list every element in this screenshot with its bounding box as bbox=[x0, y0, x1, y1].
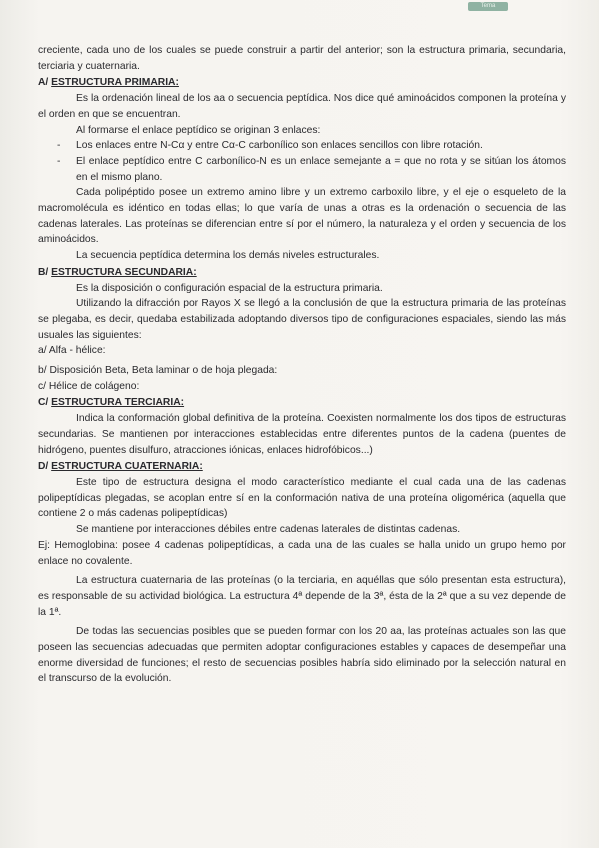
quaternary-paragraph-1: Este tipo de estructura designa el modo característico mediante el cual cada una de las cadenas polipeptídicas plegadas, se acoplan entre sí en la conformación nativa de una proteína oligomérica (aquella que contiene 2 o más cadenas polipeptídicas) bbox=[38, 476, 566, 520]
tertiary-paragraph-1: Indica la conformación global definitiva de la proteína. Coexisten normalmente los dos tipos de estructuras secundarias. Se mantienen por interacciones establecidas entre diferentes puntos de la cadena (puentes de hidrógeno, puentes disulfuro, atracciones iónicas, enlaces hidrofóbicos...) bbox=[38, 413, 566, 456]
secondary-paragraph-1: Es la disposición o configuración espacial de la estructura primaria. bbox=[76, 282, 383, 294]
heading-tertiary-prefix: C/ bbox=[38, 397, 52, 409]
quaternary-paragraph-4: La estructura cuaternaria de las proteínas (o la terciaria, en aquéllas que sólo presentan esta estructura), es responsable de su actividad biológica. La estructura 4ª depende de la 3ª, ésta de la 2ª que a su vez depende de la 1ª. bbox=[38, 575, 566, 618]
heading-quaternary bbox=[38, 459, 566, 475]
document-body bbox=[38, 43, 566, 687]
heading-secondary-prefix: B/ bbox=[38, 266, 52, 278]
quaternary-paragraph-5: De todas las secuencias posibles que se pueden formar con los 20 aa, las proteínas actuales son las que poseen las secuencias adecuadas que permiten adoptar configuraciones estables y capaces de desempeñar una enorme diversidad de funciones; el resto de secuencias posibles habría sido eliminado por la selección natural en el transcurso de la evolución. bbox=[38, 626, 566, 685]
heading-tertiary-title: ESTRUCTURA TERCIARIA: bbox=[51, 397, 185, 409]
primary-paragraph-2: Al formarse el enlace peptídico se originan 3 enlaces: bbox=[76, 124, 321, 136]
heading-primary-prefix: A/ bbox=[38, 77, 52, 89]
primary-paragraph-3: Cada polipéptido posee un extremo amino libre y un extremo carboxilo libre, y el eje o esqueleto de la macromolécula es idéntico en todas ellas; lo que varía de unas a otras es la ordenación o secuencia de las cadenas laterales. Las proteínas se diferencian entre sí por el número, la naturaleza y el orden y secuencia de los aminoácidos. bbox=[38, 187, 566, 246]
secondary-paragraph-2: Utilizando la difracción por Rayos X se llegó a la conclusión de que la estructura primaria de las proteínas se plegaba, es decir, quedaba estabilizada adoptando diversos tipo de configuraciones espaciales, siendo las más usuales las siguientes: bbox=[38, 298, 566, 341]
primary-bullet-2-text: El enlace peptídico entre C carbonílico-N es un enlace semejante a = que no rota y se sitúan los átomos en el mismo plano. bbox=[76, 155, 566, 183]
secondary-list-item-collagen: c/ Hélice de colágeno: bbox=[38, 380, 140, 392]
heading-tertiary bbox=[38, 395, 566, 411]
secondary-list-item-beta: b/ Disposición Beta, Beta laminar o de hoja plegada: bbox=[38, 365, 278, 377]
primary-bullet-2 bbox=[38, 154, 566, 185]
quaternary-example: Ej: Hemoglobina: posee 4 cadenas polipeptídicas, a cada una de las cuales se halla unido un grupo hemo por enlace no covalente. bbox=[38, 539, 566, 567]
intro-paragraph: creciente, cada uno de los cuales se puede construir a partir del anterior; son la estructura primaria, secundaria, terciaria y cuaternaria. bbox=[38, 45, 566, 72]
heading-primary-title: ESTRUCTURA PRIMARIA: bbox=[51, 77, 179, 89]
heading-secondary-title: ESTRUCTURA SECUNDARIA: bbox=[51, 266, 197, 278]
primary-paragraph-1: Es la ordenación lineal de los aa o secuencia peptídica. Nos dice qué aminoácidos componen la proteína y el orden en que se encuentran. bbox=[38, 93, 566, 120]
bullet-mark: - bbox=[57, 155, 61, 167]
heading-primary bbox=[38, 75, 566, 91]
heading-quaternary-title: ESTRUCTURA CUATERNARIA: bbox=[51, 461, 203, 473]
quaternary-paragraph-2: Se mantiene por interacciones débiles entre cadenas laterales de distintas cadenas. bbox=[76, 524, 461, 536]
primary-paragraph-4: La secuencia peptídica determina los demás niveles estructurales. bbox=[76, 250, 380, 262]
bullet-mark: - bbox=[57, 140, 61, 152]
primary-bullet-1 bbox=[38, 138, 566, 154]
page-tab-marker: Tema bbox=[468, 2, 508, 11]
heading-quaternary-prefix: D/ bbox=[38, 461, 52, 473]
secondary-list-item-alpha: a/ Alfa - hélice: bbox=[38, 345, 106, 357]
primary-bullet-1-text: Los enlaces entre N-Cα y entre Cα-C carbonílico son enlaces sencillos con libre rotación. bbox=[76, 140, 483, 152]
heading-secondary bbox=[38, 265, 566, 281]
